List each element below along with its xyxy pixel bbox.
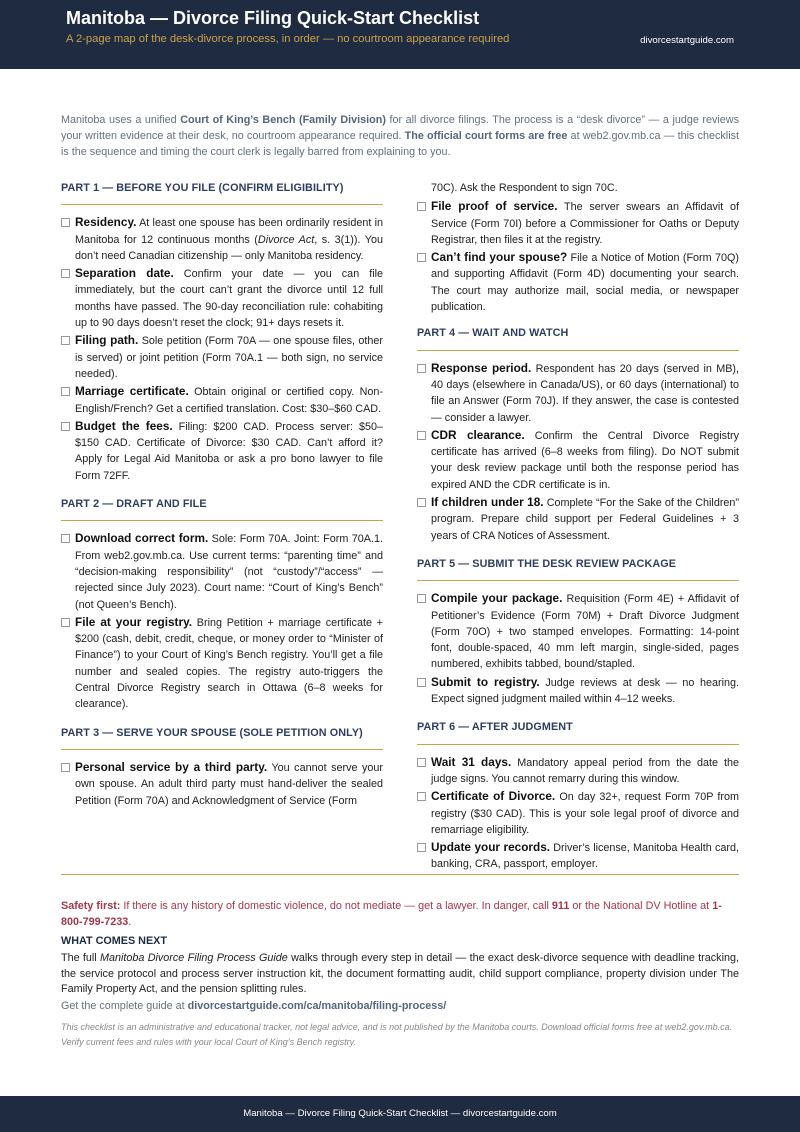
part-title: PART 2 — DRAFT AND FILE [61,496,383,521]
part-3 [61,725,383,809]
item-head: Download correct form. [75,531,209,546]
part-title: PART 6 — AFTER JUDGMENT [417,719,739,744]
part-2 [61,496,383,713]
item-text: You cannot serve your own spouse. An adult third party must hand-deliver the sealed Petition (Form 70A) and Acknowledgment of Service (Form [75,761,383,807]
item-head: Separation date. [75,266,174,281]
part-title: PART 5 — SUBMIT THE DESK REVIEW PACKAGE [417,556,739,581]
checklist-item [417,249,739,315]
part-1 [61,180,383,484]
item-text: Filing: $200 CAD. Process server: $50–$150 CAD. Certificate of Divorce: $30 CAD. Can’t afford it? Apply for Legal Aid Manitoba or ask a pro bono lawyer to file Form 72FF. [75,420,383,482]
item-text: Sole: Form 70A. Joint: Form 70A.1. From web2.gov.mb.ca. Use current terms: “parenting time” and “decision-making responsibility” (not “custody”/“access” — rejected since July 2023). Court name: “Court of King’s Bench” (not Queen’s Bench). [75,533,383,611]
item-head: Certificate of Divorce. [431,789,556,804]
checkbox[interactable] [61,534,70,543]
next-body [61,951,739,998]
get-guide-text: Get the complete guide at [61,1000,188,1012]
part-title: PART 3 — SERVE YOUR SPOUSE (SOLE PETITION ONLY) [61,725,383,750]
checklist-item [417,590,739,672]
checklist-item [417,788,739,838]
checklist-item [61,265,383,331]
checklist-item [417,839,739,873]
item-head: If children under 18. [431,495,544,510]
item-emphasis: Divorce Act [257,233,315,246]
item-text: Respondent has 20 days (served in MB), 40 days (elsewhere in Canada/US), or 60 days (international) to file an Answer (Form 70J). If they answer, the case is contested — consider a lawyer. [431,362,739,424]
intro-text: Manitoba uses a unified [61,114,181,126]
next-text: The full [61,952,100,964]
item-head: Budget the fees. [75,418,173,433]
intro-text: at web2.gov.mb.ca — this checklist is the sequence and timing the court clerk is legally barred from explaining to you. [61,130,739,158]
item-text: The server swears an Affidavit of Service (Form 70I) before a Commissioner for Oaths or Deputy Registrar, then files it at the registry. [431,201,739,246]
part-4 [417,325,739,544]
get-guide [61,1000,446,1012]
item-head: Submit to registry. [431,674,540,689]
item-continuation: 70C). Ask the Respondent to sign 70C. [431,182,618,194]
item-head: Personal service by a third party. [75,759,268,774]
page-title: Manitoba — Divorce Filing Quick-Start Checklist [66,8,480,28]
header-site-link[interactable]: divorcestartguide.com [640,35,734,46]
checkbox[interactable] [417,792,426,801]
checkbox[interactable] [417,758,426,767]
checklist-item [417,754,739,788]
checkbox[interactable] [61,387,70,396]
left-column [61,180,383,821]
checklist-item [61,418,383,484]
item-text: Mandatory appeal period from the date the judge signs. You cannot remarry during this window. [431,756,740,785]
item-head: CDR clearance. [431,427,525,442]
safety-text: . [128,916,132,928]
checklist-item [61,332,383,382]
safety-text: or the National DV Hotline at [569,900,713,912]
checklist-item [61,614,383,713]
hotline-number: 1-800-799-7233 [61,900,722,928]
item-text: Complete “For the Sake of the Children” program. Prepare child support per Federal Guidelines + 3 years of CRA Notices of Assessment. [431,497,740,542]
item-head: File proof of service. [431,199,558,214]
part-6 [417,719,739,872]
item-text: Sole petition (Form 70A — one spouse files, other is served) or joint petition (Form 70A.1 — both sign, no service needed). [75,335,383,380]
checkbox[interactable] [417,498,426,507]
checkbox[interactable] [417,364,426,373]
checklist-item [61,759,383,809]
page-footer: Manitoba — Divorce Filing Quick-Start Checklist — divorcestartguide.com [0,1096,800,1132]
page-subtitle: A 2-page map of the desk-divorce process, in order — no courtroom appearance required [66,33,510,45]
safety-text: If there is any history of domestic violence, do not mediate — get a lawyer. In danger, call [120,900,552,912]
item-head: Response period. [431,360,532,375]
emergency-number: 911 [551,900,570,912]
intro-forms-free: The official court forms are free [404,130,568,142]
part-title: PART 4 — WAIT AND WATCH [417,325,739,350]
page-header [0,0,800,69]
intro-text: for all divorce filings. The process is a “desk divorce” — a judge reviews your written evidence at their desk, no courtroom appearance required. [61,114,740,142]
checklist-item [61,530,383,612]
item-text: Bring Petition + marriage certificate + $200 (cash, debit, credit, cheque, or money order to “Minister of Finance”) to your Court of King’s Bench registry. You’ll get a file number and sealed copies. The registry auto-triggers the Central Divorce Registry search in Ottawa (6–8 weeks for clearance). [75,616,383,711]
checklist-item [61,214,383,264]
item-head: Compile your package. [431,591,563,606]
checkbox[interactable] [417,202,426,211]
checkbox[interactable] [61,618,70,627]
checklist-item [61,383,383,417]
next-title: WHAT COMES NEXT [61,935,167,947]
item-head: Filing path. [75,333,139,348]
checklist-item [417,427,739,493]
item-head: Wait 31 days. [431,754,512,769]
item-head: Marriage certificate. [75,384,189,399]
next-text: walks through every step in detail — the exact desk-divorce sequence with deadline tracking, the service protocol and process server instruction kit, the document formatting audit, child support compliance, property division under The Family Property Act, and the pension splitting rules. [61,952,739,995]
safety-notice [61,898,739,930]
checkbox[interactable] [417,253,426,262]
intro-court-name: Court of King’s Bench (Family Division) [180,114,386,126]
checkbox[interactable] [417,431,426,440]
part-3-continued [417,180,739,315]
checklist-item [417,494,739,544]
intro-paragraph [61,112,739,160]
item-head: Can’t find your spouse? [431,250,568,265]
item-text: Judge reviews at desk — no hearing. Expect signed judgment mailed within 4–12 weeks. [431,676,740,706]
item-text: On day 32+, request Form 70P from registry ($30 CAD). This is your sole legal proof of divorce and remarriage eligibility. [431,791,739,836]
part-5 [417,556,739,707]
safety-label: Safety first: [61,900,121,912]
guide-link[interactable]: divorcestartguide.com/ca/manitoba/filing-process/ [187,1000,447,1012]
item-text: Driver’s license, Manitoba Health card, banking, CRA, passport, employer. [431,842,739,871]
checkbox[interactable] [61,422,70,431]
item-text: , s. 3(1)). You don’t need Canadian citizenship — only Manitoba residency. [75,233,384,262]
item-text: File a Notice of Motion (Form 70Q) and supporting Affidavit (Form 4D) documenting your search. The court may authorize mail, social media, or newspaper publication. [431,252,740,314]
item-head: Residency. [75,215,137,230]
checkbox[interactable] [61,269,70,278]
checkbox[interactable] [61,763,70,772]
item-head: Update your records. [431,840,551,855]
checklist-item [417,674,739,708]
item-text: Confirm your date — you can file immediately, but the court can’t grant the divorce until 12 full months have passed. The 90-day reconciliation rule: cohabiting up to 90 days doesn’t reset the clock; 91+ days resets it. [75,268,383,330]
guide-name: Manitoba Divorce Filing Process Guide [100,952,288,964]
checkbox[interactable] [417,594,426,603]
section-divider [61,874,739,875]
right-column [417,180,739,885]
item-text: Confirm the Central Divorce Registry certificate has arrived (6–8 weeks from filing). Do NOT submit your desk review package until both the response period has expired AND the CDR certificate is in. [431,429,740,491]
item-text: At least one spouse has been ordinarily resident in Manitoba for 12 continuous months ( [75,217,384,246]
checklist-item [417,198,739,248]
item-head: File at your registry. [75,614,193,629]
item-text: Requisition (Form 4E) + Affidavit of Petitioner’s Evidence (Form 70M) + Draft Divorce Judgment (Form 70O) + two stamped envelopes. Formatting: 14-point font, double-spaced, 40 mm left margin, single-sided, pages numbered, exhibits tabbed, bound/stapled. [431,593,740,671]
part-title: PART 1 — BEFORE YOU FILE (CONFIRM ELIGIBILITY) [61,180,383,205]
checkbox[interactable] [61,218,70,227]
checkbox[interactable] [61,336,70,345]
checklist-item [417,360,739,426]
item-text: Obtain original or certified copy. Non-English/French? Get a certified translation. Cost: $30–$60 CAD. [75,386,384,415]
checkbox[interactable] [417,678,426,687]
checkbox[interactable] [417,843,426,852]
disclaimer: This checklist is an administrative and educational tracker, not legal advice, and is not published by the Manitoba courts. Download official forms free at web2.gov.mb.ca. Verify current fees and rules with your local Court of King’s Bench registry. [61,1022,733,1047]
